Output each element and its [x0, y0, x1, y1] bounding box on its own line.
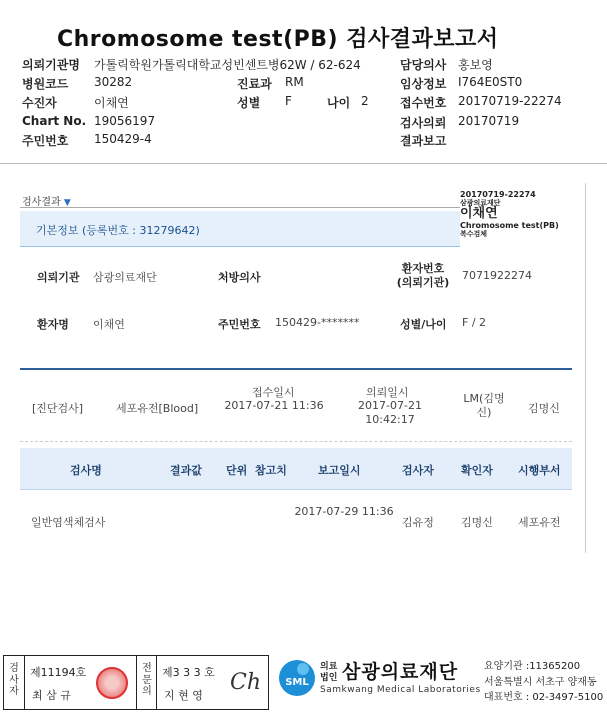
header-ward-code: 병원코드 30282 [22, 75, 133, 91]
field-patient-no-label: 환자번호 (의뢰기관) [396, 262, 450, 290]
header-requester-org: 의뢰기관명 가톨릭학원가톨릭대학교성빈센트병62W / 62-624 [22, 58, 361, 72]
stamp-divider [136, 656, 137, 709]
header-receipt: 접수번호 20170719-22274 [400, 94, 562, 110]
field-doctor-label: 처방의사 [218, 271, 261, 284]
th-tester: 검사자 [402, 464, 434, 477]
org-english-name: Samkwang Medical Laboratories [320, 685, 481, 695]
header-chart-no: Chart No. 19056197 [22, 114, 156, 128]
th-dept: 시행부서 [518, 464, 561, 477]
org-phone: 대표번호 : 02-3497-5100 [484, 692, 604, 703]
org-prefix: 의료 법인 [320, 662, 338, 683]
th-report-time: 보고일시 [318, 464, 361, 477]
th-confirmer: 확인자 [461, 464, 493, 477]
stamp-divider [156, 656, 157, 709]
field-sex-age-label: 성별/나이 [400, 318, 447, 331]
row-tester: 김유정 [402, 516, 434, 529]
field-org-label: 의뢰기관 [37, 271, 80, 284]
result-section-toggle[interactable]: 검사결과 ▼ [22, 197, 71, 208]
org-address: 서울특별시 서초구 양재동 [484, 676, 597, 688]
section-divider [20, 368, 572, 370]
header-report: 결과보고 [400, 134, 447, 148]
specialist-license: 제3 3 3 호 [162, 666, 215, 679]
tester-license: 제11194호 [30, 666, 87, 679]
org-name: 삼광의료재단 [342, 661, 459, 683]
row-test-name: 일반염색체검사 [31, 516, 106, 529]
th-test-name: 검사명 [70, 464, 102, 477]
card-top-divider [20, 207, 460, 208]
specimen-label: 20170719-22274 삼광의료재단 이채연 Chromosome test(PB) 복수검체 [460, 190, 559, 238]
field-patient: 이채연 [93, 318, 125, 331]
th-ref: 참고치 [255, 464, 287, 477]
stamp-divider [24, 656, 25, 709]
sml-logo-icon [277, 658, 317, 698]
header-divider [0, 163, 607, 164]
seal-stamp [96, 667, 128, 699]
row-confirmer: 김명신 [461, 516, 493, 529]
org-code: 요양기관 :11365200 [484, 661, 581, 672]
tester-vertical-label: 검사자 [9, 663, 19, 697]
tester-name: 최 삼 규 [32, 689, 71, 702]
report-footer [0, 655, 607, 710]
signature-stamp-box [3, 655, 269, 710]
basic-info-bar: 기본정보 (등록번호 : 31279642) [20, 211, 460, 247]
row-dept: 세포유전 [518, 516, 561, 529]
field-patient-no: 7071922274 [462, 269, 532, 282]
header-request: 검사의뢰 20170719 [400, 114, 520, 130]
field-patient-label: 환자명 [37, 318, 69, 331]
header-resident-no: 주민번호 150429-4 [22, 132, 152, 148]
org-info [484, 659, 603, 706]
signature: Ch [230, 670, 262, 695]
header-doctor: 담당의사 홍보영 [400, 58, 493, 72]
header-sex: 성별 F [237, 94, 292, 110]
header-age: 나이 2 [327, 94, 369, 110]
row-report-time: 2017-07-29 11:36 [294, 505, 394, 518]
diag-specimen: 세포유전[Blood] [116, 402, 199, 415]
field-resident-label: 주민번호 [218, 318, 261, 331]
diag-divider [20, 441, 572, 442]
header-dept: 진료과 RM [237, 75, 304, 91]
field-org: 삼광의료재단 [93, 271, 157, 284]
th-result: 결과값 [170, 464, 202, 477]
logo-text: SML [285, 677, 309, 688]
diag-type: [진단검사] [32, 402, 84, 415]
diag-request-time: 2017-07-21 10:42:17 [358, 399, 422, 427]
field-resident: 150429-******* [275, 316, 360, 329]
result-table-header [20, 448, 572, 490]
result-card [20, 183, 586, 553]
report-title: Chromosome test(PB) 검사결과보고서 [57, 27, 499, 52]
specialist-vertical-label: 전문의 [142, 663, 152, 697]
diag-lm: LM(김명신) [463, 392, 505, 420]
diag-doctor: 김명신 [528, 402, 560, 415]
th-unit: 단위 [226, 464, 248, 477]
diag-receipt-time: 2017-07-21 11:36 [224, 399, 324, 412]
header-collector: 수진자 이채연 [22, 96, 129, 110]
field-sex-age: F / 2 [462, 316, 487, 329]
diag-request-label: 의뢰일시 [366, 386, 409, 399]
chevron-down-icon: ▼ [63, 198, 71, 208]
header-clinical: 임상정보 I764E0ST0 [400, 75, 523, 91]
specialist-name: 지 현 영 [164, 689, 203, 702]
diag-receipt-label: 접수일시 [252, 386, 295, 399]
